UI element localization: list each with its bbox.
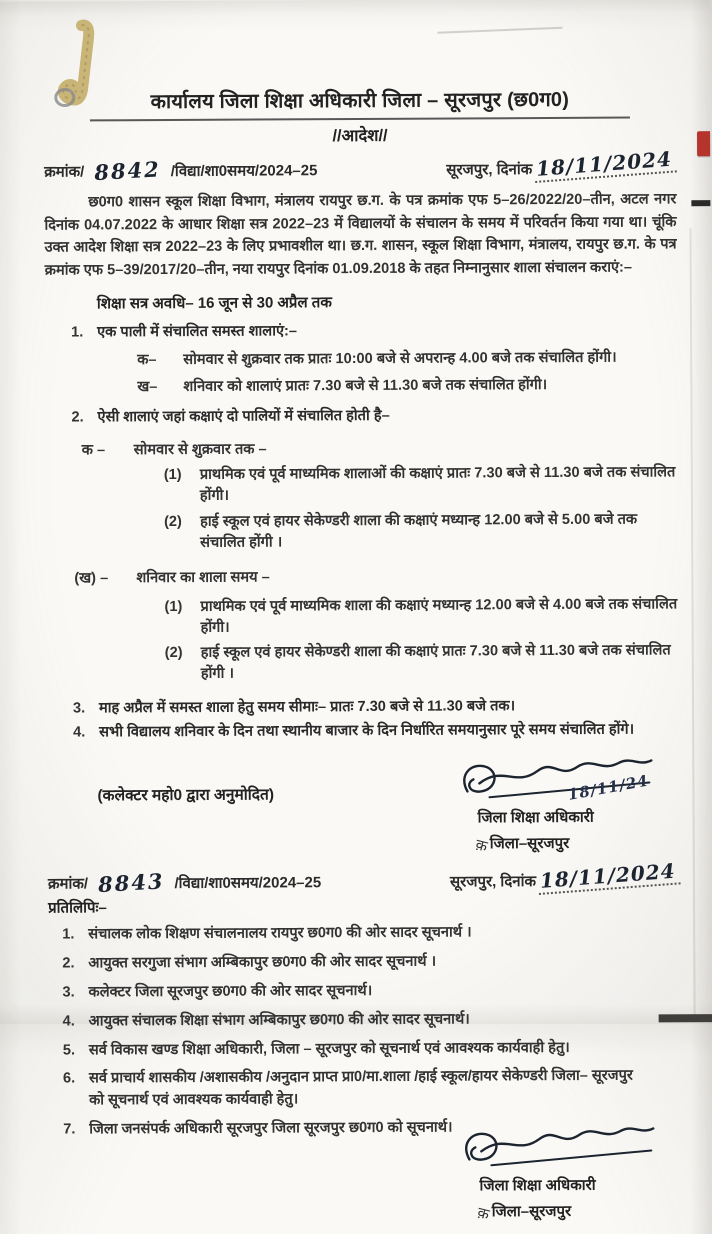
item-marker: 3. bbox=[72, 700, 86, 717]
item-marker: क – bbox=[81, 442, 106, 459]
item-text: सभी विद्यालय शनिवार के दिन तथा स्थानीय बाजार के दिन निर्धारित समयानुसार पूरे समय संचालित होंगे। bbox=[99, 721, 635, 741]
ref1-place-label: सूरजपुर, दिनांक bbox=[446, 161, 533, 179]
item-text: माह अप्रैल में समस्त शाला हेतु समय सीमाः– प्रातः 7.30 बजे से 11.30 बजे तक। bbox=[98, 697, 516, 716]
item-text: सोमवार से शुक्रवार तक – bbox=[133, 441, 267, 459]
item-text: शनिवार को शालाएं प्रातः 7.30 बजे से 11.30 बजे तक संचालित होंगी। bbox=[183, 376, 548, 395]
item-marker: 4. bbox=[73, 724, 86, 741]
copy-item-2 bbox=[48, 950, 680, 975]
item-marker: 1. bbox=[71, 324, 84, 341]
item-marker: (2) bbox=[164, 645, 183, 662]
item-marker: 6. bbox=[62, 1070, 76, 1087]
order-item-1b bbox=[45, 374, 677, 398]
office-title: कार्यालय जिला शिक्षा अधिकारी जिला – सूरजपुर (छ0ग0) bbox=[150, 88, 570, 114]
item-marker: 7. bbox=[63, 1121, 76, 1138]
ref2-details: /विद्या/शा0समय/2024–25 bbox=[174, 874, 322, 892]
ref1-number-handwritten: 8842 bbox=[93, 156, 162, 186]
copy-item-3 bbox=[48, 979, 680, 1004]
reference-row-1 bbox=[44, 146, 676, 186]
edge-dash-mark bbox=[691, 200, 710, 206]
item-marker: 1. bbox=[62, 926, 75, 943]
ref2-date-handwritten: 18/11/2024 bbox=[537, 858, 680, 895]
signature-scrawl-icon bbox=[455, 1120, 665, 1181]
ref1-details: /विद्या/शा0समय/2024–25 bbox=[170, 162, 318, 180]
order-item-2-kha bbox=[46, 565, 678, 589]
item-text: एक पाली में संचालित समस्त शालाएं:– bbox=[97, 323, 298, 341]
signature1-date-scribble: 18/11/24 bbox=[566, 771, 650, 804]
ref1-label: क्रमांक/ bbox=[44, 163, 85, 181]
item-text: हाई स्कूल एवं हायर सेकेण्डरी शाला की कक्षाएं प्रातः 7.30 बजे से 11.30 बजे तक संचालित होंगी । bbox=[200, 642, 671, 683]
signature2-title: जिला शिक्षा अधिकारी bbox=[479, 1176, 596, 1195]
item-marker: ख– bbox=[137, 378, 158, 395]
signature2-subtitle: जिला–सूरजपुर bbox=[491, 1202, 572, 1221]
order-item-3 bbox=[47, 695, 679, 719]
order-item-2-ka-1 bbox=[46, 463, 678, 509]
signature1-flourish: क़ bbox=[473, 836, 490, 856]
approval-signature-row bbox=[47, 766, 679, 865]
corner-scan-bar bbox=[659, 1014, 712, 1022]
signature2-flourish: क़ bbox=[475, 1204, 491, 1224]
order-item-2-kha-1 bbox=[46, 594, 678, 640]
signature1-subtitle: जिला–सूरजपुर bbox=[489, 834, 570, 853]
item-marker: 4. bbox=[62, 1013, 75, 1030]
item-text: आयुक्त सरगुजा संभाग अम्बिकापुर छ0ग0 की ओर सादर सूचनार्थ । bbox=[88, 953, 437, 972]
approval-note: (कलेक्टर महो0 द्वारा अनुमोदित) bbox=[97, 786, 275, 805]
item-text: जिला जनसंपर्क अधिकारी सूरजपुर जिला सूरजपुर छ0ग0 को सूचनार्थ। bbox=[89, 1119, 453, 1138]
reference-row-2 bbox=[47, 858, 680, 898]
copy-item-1 bbox=[48, 921, 680, 946]
item-text: प्राथमिक एवं पूर्व माध्यमिक शाला की कक्षाएं मध्यान्ह 12.00 बजे से 4.00 बजे तक संचालित होंगी। bbox=[200, 596, 678, 636]
item-marker: (1) bbox=[163, 467, 182, 484]
signature2-wrap bbox=[49, 1134, 681, 1233]
ref1-date-handwritten: 18/11/2024 bbox=[533, 146, 676, 183]
item-text: शनिवार का शाला समय – bbox=[136, 569, 270, 586]
order-item-2-kha-2 bbox=[47, 641, 679, 687]
item-marker: 2. bbox=[62, 955, 75, 972]
order-item-1a bbox=[45, 347, 677, 371]
session-period-line: शिक्षा सत्र अवधि– 16 जून से 30 अप्रैल तक bbox=[96, 294, 332, 313]
item-marker: (ख) – bbox=[74, 570, 109, 587]
copy-item-4 bbox=[49, 1008, 681, 1033]
signature-block-2 bbox=[451, 1134, 671, 1231]
item-text: हाई स्कूल एवं हायर सेकेण्डरी शाला की कक्षाएं मध्यान्ह 12.00 बजे से 5.00 बजे तक संचालित होंगी । bbox=[200, 511, 638, 551]
order-item-4 bbox=[47, 719, 679, 743]
treasury-tag-icon bbox=[49, 17, 110, 117]
order-item-2-ka bbox=[46, 437, 678, 461]
item-text: ऐसी शालाएं जहां कक्षाएं दो पालियों में संचालित होती है– bbox=[97, 407, 390, 426]
item-text: संचालक लोक शिक्षण संचालनालय रायपुर छ0ग0 की ओर सादर सूचनार्थ । bbox=[88, 924, 472, 943]
order-heading: //आदेश// bbox=[332, 126, 388, 146]
ref2-number-handwritten: 8843 bbox=[97, 868, 166, 898]
signature1-title: जिला शिक्षा अधिकारी bbox=[477, 808, 594, 827]
order-item-2-ka-2 bbox=[46, 509, 678, 555]
copies-heading: प्रतिलिपिः– bbox=[48, 899, 107, 917]
item-text: सर्व प्राचार्य शासकीय /अशासकीय /अनुदान प्राप्त प्रा0/मा.शाला /हाई स्कूल/हायर सेकेण्डरी जिला– सूरजपुर को सूचनार्थ एवं आवश्यक कार्यवाही हेतु। bbox=[88, 1067, 633, 1109]
title-underline bbox=[90, 117, 630, 122]
item-marker: क– bbox=[137, 351, 157, 368]
item-marker: (2) bbox=[164, 513, 182, 530]
order-item-2 bbox=[45, 404, 677, 428]
signature-block-1 bbox=[449, 766, 669, 863]
red-edge-tab bbox=[697, 131, 710, 156]
item-text: सर्व विकास खण्ड शिक्षा अधिकारी, जिला – सूरजपुर को सूचनार्थ एवं आवश्यक कार्यवाही हेतु। bbox=[88, 1039, 570, 1058]
copy-item-6 bbox=[49, 1066, 681, 1113]
copy-item-5 bbox=[49, 1037, 681, 1062]
item-marker: (1) bbox=[164, 598, 183, 616]
ref2-place-label: सूरजपुर, दिनांक bbox=[449, 873, 537, 891]
item-text: सोमवार से शुक्रवार तक प्रातः 10:00 बजे से अपरान्ह 4.00 बजे तक संचालित होंगी। bbox=[183, 349, 617, 368]
item-marker: 5. bbox=[62, 1041, 76, 1059]
item-text: आयुक्त संचालक शिक्षा संभाग अम्बिकापुर छ0ग0 की ओर सादर सूचनार्थ। bbox=[88, 1011, 470, 1030]
order-item-1 bbox=[45, 320, 677, 344]
intro-paragraph: छ0ग0 शासन स्कूल शिक्षा विभाग, मंत्रालय रायपुर छ.ग. के पत्र क्रमांक एफ 5–26/2022/20–तीन, अटल नगर दिनांक 04.07.2022 के आधार शिक्षा सत्र 2022–23 में विद्यालयों के संचालन के समय में परिवर्तन किया गया था। चूंकि उक्त आदेश शिक्षा सत्र 2022–23 के लिए प्रभावशील था। छ.ग. शासन, स्कूल शिक्षा विभाग, मंत्रालय, रायपुर छ.ग. के पत्र क्रमांक एफ 5–39/2017/20–तीन, नया रायपुर दिनांक 01.09.2018 के तहत निम्नानुसार शाला संचालन कराएं:– bbox=[44, 191, 677, 279]
item-marker: 2. bbox=[71, 409, 84, 426]
item-text: प्राथमिक एवं पूर्व माध्यमिक शालाओं की कक्षाएं प्रातः 7.30 बजे से 11.30 बजे तक संचालित होंगी। bbox=[199, 464, 676, 505]
item-marker: 3. bbox=[62, 984, 75, 1001]
ref2-label: क्रमांक/ bbox=[47, 875, 89, 893]
item-text: कलेक्टर जिला सूरजपुर छ0ग0 की ओर सादर सूचनार्थ। bbox=[88, 982, 373, 1001]
